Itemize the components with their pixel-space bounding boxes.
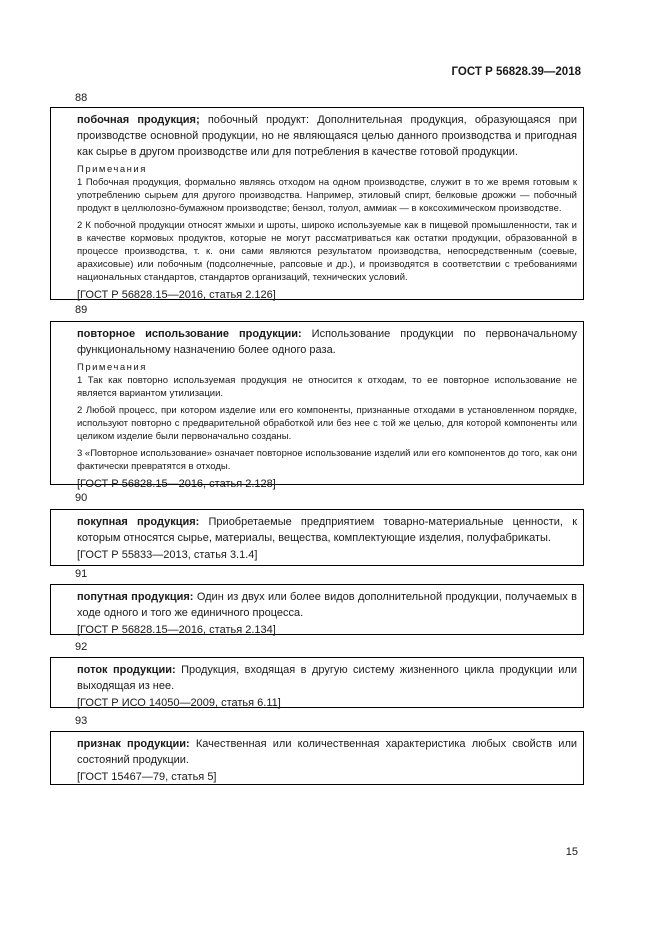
term-entry-91 xyxy=(50,584,584,635)
definition-text: побочный продукт: Дополнительная продукция, образующаяся при производстве основной продукции, но не являющаяся целью данного производства и пригодная как сырье в другом производстве или для потребления в качестве готовой продукции. xyxy=(77,114,577,158)
term-number: 88 xyxy=(75,92,88,104)
note: 1 Так как повторно используемая продукция не относится к отходам, то ее повторное использование не является вариантом утилизации. xyxy=(77,375,577,399)
term-definition xyxy=(77,662,577,694)
term-definition xyxy=(77,514,577,546)
notes-title: Примечания xyxy=(77,164,147,175)
page-number: 15 xyxy=(565,846,578,858)
term-source: [ГОСТ Р 55833—2013, статья 3.1.4] xyxy=(77,549,258,561)
term-entry-89 xyxy=(50,321,584,490)
term-name: покупная продукция: xyxy=(77,516,200,528)
term-source: [ГОСТ Р ИСО 14050—2009, статья 6.11] xyxy=(77,697,281,709)
note: 2 К побочной продукции относят жмыхи и шроты, широко используемые как в пищевой промышленности, так и в качестве кормовых продуктов, которые не могут рассматриваться как остатки продукции, образованной в процессе производства, т. к. они сами являются результатом производства, непосредственным (соевые, арахисовые) или побочным (подсолнечные, рапсовые и др.), и производятся в соответствии с требованиями национальных стандартов, стандартов организаций, технических условий. xyxy=(77,220,577,283)
term-name: попутная продукция: xyxy=(77,591,194,603)
term-name: побочная продукция; xyxy=(77,114,200,126)
notes-title: Примечания xyxy=(77,362,147,373)
definition-text: Качественная или количественная характеристика любых свойств или состояний продукции. xyxy=(77,738,578,766)
definition-text: Использование продукции по первоначальному функциональному назначению более одного раза. xyxy=(77,328,577,356)
term-definition xyxy=(77,589,577,621)
note: 3 «Повторное использование» означает повторное использование изделий или его компонентов до того, как они фактически превратятся в отходы. xyxy=(77,448,577,472)
term-number: 89 xyxy=(75,304,88,316)
term-entry-93 xyxy=(50,731,584,785)
term-entry-92 xyxy=(50,657,584,708)
term-source: [ГОСТ 15467—79, статья 5] xyxy=(77,771,217,783)
term-name: признак продукции: xyxy=(77,738,190,750)
term-entry-88 xyxy=(50,107,584,300)
term-source: [ГОСТ Р 56828.15—2016, статья 2.128] xyxy=(77,478,276,490)
definition-text: Приобретаемые предприятием товарно-материальные ценности, к которым относятся сырье, материалы, вещества, комплектующие изделия, полуфабрикаты. xyxy=(77,516,578,544)
definition-text: Один из двух или более видов дополнительной продукции, получаемых в ходе одного и того же единичного процесса. xyxy=(77,591,577,619)
document-header: ГОСТ Р 56828.39—2018 xyxy=(451,66,581,78)
term-definition xyxy=(77,326,577,358)
term-source: [ГОСТ Р 56828.15—2016, статья 2.134] xyxy=(77,624,276,636)
term-number: 90 xyxy=(75,492,88,504)
term-entry-90 xyxy=(50,509,584,566)
term-definition xyxy=(77,736,577,768)
term-number: 91 xyxy=(75,568,88,580)
term-definition xyxy=(77,112,577,160)
term-number: 92 xyxy=(75,641,88,653)
definition-text: Продукция, входящая в другую систему жизненного цикла продукции или выходящая из нее. xyxy=(77,664,577,692)
term-name: повторное использование продукции: xyxy=(77,328,302,340)
term-number: 93 xyxy=(75,715,88,727)
term-source: [ГОСТ Р 56828.15—2016, статья 2.126] xyxy=(77,289,276,301)
note: 2 Любой процесс, при котором изделие или его компоненты, признанные отходами в установленном порядке, используют повторно с предварительной обработкой или без нее с той же целью, для которой компоненты или целиком изделие были первоначально созданы. xyxy=(77,405,577,442)
term-name: поток продукции: xyxy=(77,664,176,676)
note: 1 Побочная продукция, формально являясь отходом на одном производстве, служит в то же время готовым к употреблению сырьем для другого производства. Например, этиловый спирт, белковые дрожжи — побочный продукт в целлюлозно-бумажном производстве; бензол, толуол, аммиак — в коксохимическом производстве. xyxy=(77,177,577,214)
